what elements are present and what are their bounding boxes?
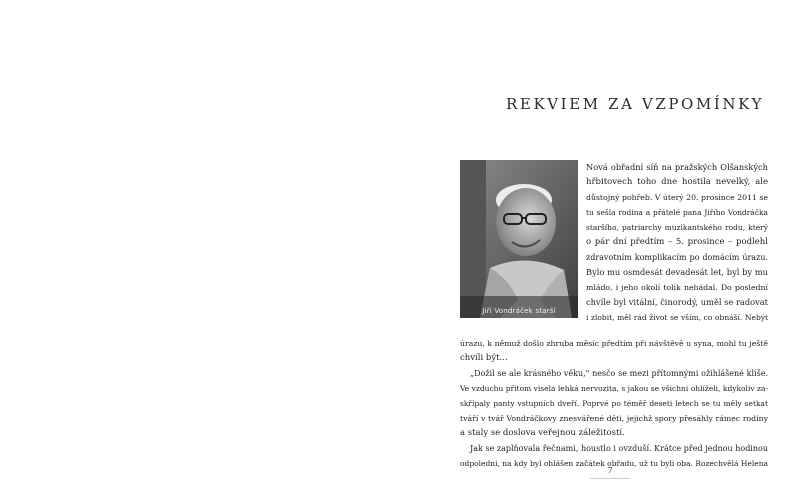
chapter-title: REKVIEM ZA VZPOMÍNKY (506, 95, 765, 113)
text-line: chvíli být... (460, 353, 508, 363)
text-line: tváří v tvář Vondráčkovy znesvářené děti, jejichž spory přesáhly rámec rodiny (460, 414, 768, 423)
page-number: 7 (607, 466, 613, 475)
text-line: chvíle byl vitální, činorodý, uměl se radovat (586, 297, 768, 307)
text-line: Jak se zaplňovala řečnami, houstlo i ovzduší. Krátce před jednou hodinou (470, 444, 768, 453)
text-line: Ve vzduchu přitom visela lehká nervozita, s jakou se všichni ohlíželi, kdykoliv za- (460, 384, 768, 393)
text-line: úrazu, k němuž došlo zhruba měsíc předtím při návštěvě u syna, mohl tu ještě (460, 339, 768, 348)
page-footer (580, 0, 640, 487)
text-line: staršího, patriarchy muzikantského rodu, který (586, 223, 768, 232)
text-line: mládo, i jeho okolí tolik nehádal. Do poslední (586, 283, 768, 292)
text-line: o pár dní předtím – 5. prosince – podlehl (586, 237, 768, 247)
text-line: skřípaly panty vstupních dveří. Poprvé po téměř deseti letech se tu měly setkat (460, 399, 768, 408)
portrait-photo (460, 160, 578, 318)
text-line: zdravotním komplikacím po domácím úrazu. (586, 253, 768, 262)
text-line: „Dožil se ale krásného věku," nesčo se mezi přítomnými ožihlášené klíše. (470, 369, 768, 378)
footer-rule (590, 478, 630, 479)
text-line: tu sešla rodina a přátelé pana Jiřího Vondráčka (586, 208, 768, 217)
text-line: důstojný pohřeb. V úterý 20. prosince 2011 se (586, 193, 768, 202)
text-line: odpoledni, na kdy byl ohlášen začátek obřadu, už tu byli oba. Rozechvělá Helena (460, 459, 768, 468)
text-line: a staly se doslova veřejnou záležitostí. (460, 428, 625, 438)
text-line: i zlobit, měl rád život se vším, co obnáší. Nebýt (586, 313, 768, 322)
portrait-image (460, 160, 578, 318)
text-line: Bylo mu osmdesát devadesát let, byl by mu (586, 267, 768, 277)
photo-caption: Jiří Vondráček starší (482, 307, 556, 315)
text-line: Nová obřadní síň na pražských Olšanských (586, 162, 768, 172)
text-line: hřbitovech toho dne hostila nevelký, ale (586, 177, 768, 187)
